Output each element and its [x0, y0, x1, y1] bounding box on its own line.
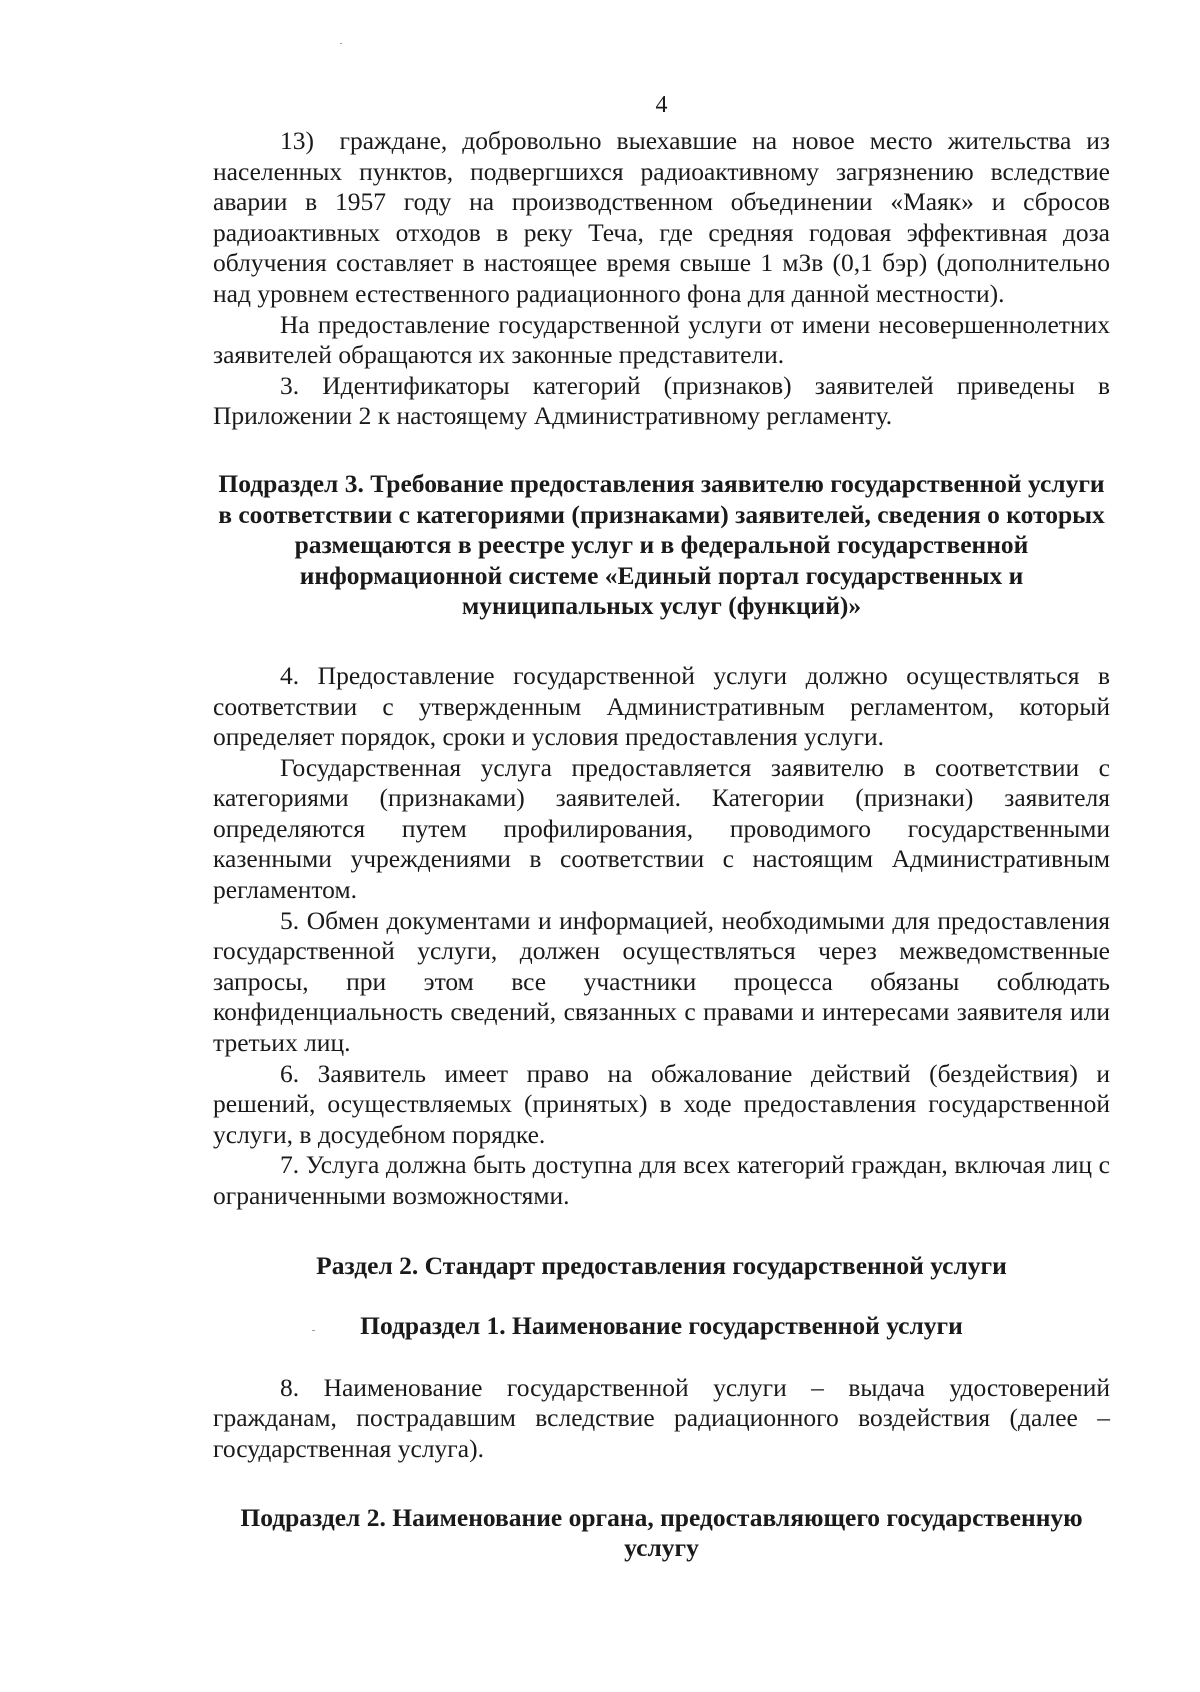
subsection-3-heading: Подраздел 3. Требование предоставления заявителю государственной услуги в соответствии с категориями (признаками) заявителей, сведения о которых размещаются в реестре услуг и в федеральной государственной информационной системе «Единый портал государственных и муниципальных услуг (функций)» — [218, 468, 1105, 621]
paragraph-6: 6. Заявитель имеет право на обжалование действий (бездействия) и решений, осуществляемых (принятых) в ходе предоставления государственной услуги, в досудебном порядке. — [213, 1058, 1110, 1149]
section-2-heading: Раздел 2. Стандарт предоставления государственной услуги — [316, 1250, 1007, 1280]
paragraph-8: 8. Наименование государственной услуги – выдача удостоверений гражданам, пострадавшим вследствие радиационного воздействия (далее – государственная услуга). — [213, 1372, 1110, 1463]
subsection-1-heading: Подраздел 1. Наименование государственной услуги — [360, 1311, 963, 1341]
scan-mark — [340, 43, 342, 44]
subsection-2-heading: Подраздел 2. Наименование органа, предоставляющего государственную услугу — [240, 1502, 1083, 1563]
paragraph-3: 3. Идентификаторы категорий (признаков) заявителей приведены в Приложении 2 к настоящему Административному регламенту. — [213, 370, 1110, 431]
paragraph-5: 5. Обмен документами и информацией, необходимыми для предоставления государственной услуги, должен осуществляться через межведомственные запросы, при этом все участники процесса обязаны соблюдать конфиденциальность сведений, связанных с правами и интересами заявителя или третьих лиц. — [213, 905, 1110, 1058]
paragraph-minors: На предоставление государственной услуги от имени несовершеннолетних заявителей обращаются их законные представители. — [213, 309, 1110, 370]
document-page — [213, 90, 1110, 1564]
paragraph-7: 7. Услуга должна быть доступна для всех категорий граждан, включая лиц с ограниченными возможностями. — [213, 1150, 1110, 1210]
paragraph-4: 4. Предоставление государственной услуги должно осуществляться в соответствии с утвержденным Административным регламентом, который определяет порядок, сроки и условия предоставления услуги. — [213, 660, 1110, 752]
paragraph-categories: Государственная услуга предоставляется заявителю в соответствии с категориями (признаками) заявителей. Категории (признаки) заявителя определяются путем профилирования, проводимого государственными казенными учреждениями в соответствии с настоящим Административным регламентом. — [213, 752, 1110, 905]
page-number: 4 — [655, 92, 668, 118]
paragraph-item-13: 13) граждане, добровольно выехавшие на новое место жительства из населенных пунктов, подвергшихся радиоактивному загрязнению вследствие аварии в 1957 году на производственном объединении «Маяк» и сбросов радиоактивных отходов в реку Теча, где средняя годовая эффективная доза облучения составляет в настоящее время свыше 1 мЗв (0,1 бэр) (дополнительно над уровнем естественного радиационного фона для данной местности). — [213, 126, 1110, 308]
